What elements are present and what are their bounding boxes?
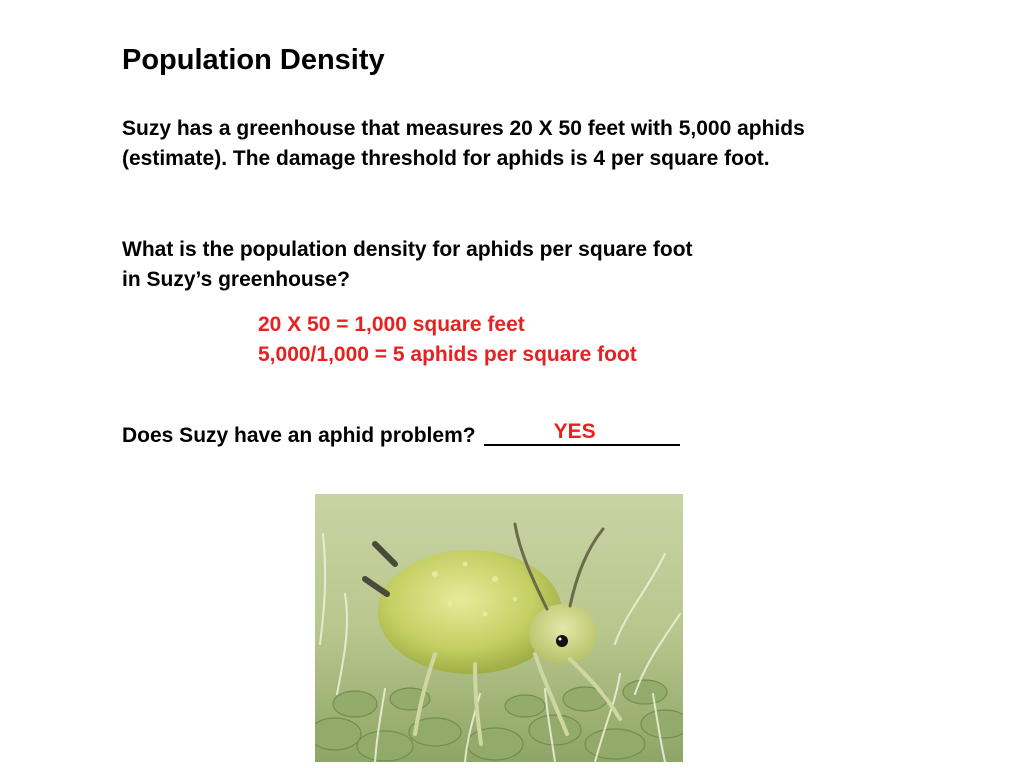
density-calculation: 5,000/1,000 = 5 aphids per square foot (258, 343, 637, 366)
aphid-photo (315, 494, 683, 762)
density-question-line-2: in Suzy’s greenhouse? (122, 268, 350, 291)
density-question-line-1: What is the population density for aphids per square foot (122, 238, 693, 261)
answer-blank (484, 421, 680, 451)
density-answer (258, 310, 637, 370)
problem-question (122, 421, 680, 451)
problem-statement: Suzy has a greenhouse that measures 20 X 50 feet with 5,000 aphids (estimate). The damage threshold for aphids is 4 per square foot. (122, 117, 805, 170)
slide-title: Population Density (122, 44, 385, 76)
density-question (122, 235, 902, 295)
problem-question-text: Does Suzy have an aphid problem? (122, 424, 476, 447)
area-calculation: 20 X 50 = 1,000 square feet (258, 313, 525, 336)
answer-yes: YES (553, 420, 596, 443)
